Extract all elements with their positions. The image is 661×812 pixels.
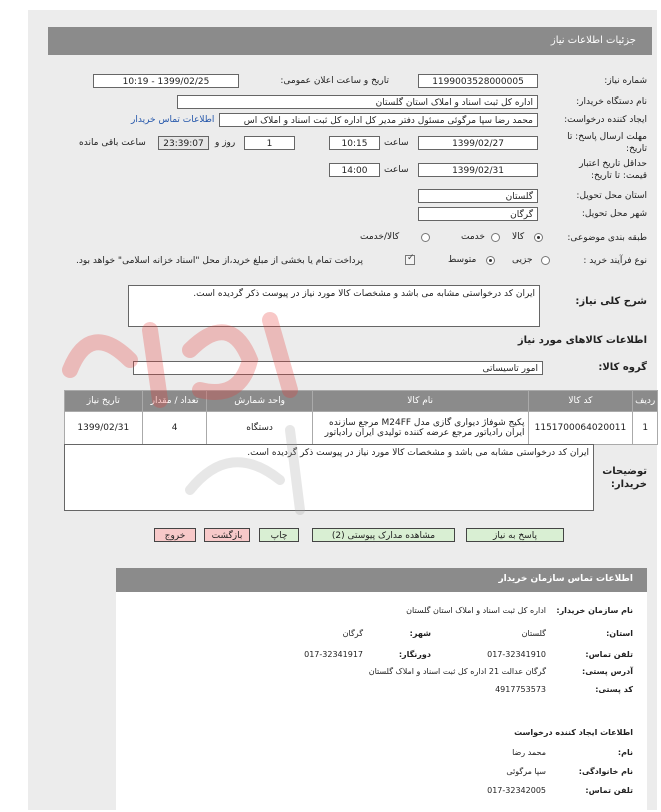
- days-field: 1: [244, 136, 295, 150]
- announce-field: 1399/02/25 - 10:19: [93, 74, 239, 88]
- creator-phone-label: تلفن تماس:: [585, 786, 633, 795]
- process-medium-radio[interactable]: [486, 256, 495, 265]
- col-name: نام کالا: [312, 391, 528, 412]
- creator-family-label: نام خانوادگی:: [578, 767, 633, 776]
- cell-row: 1: [633, 412, 658, 445]
- back-button[interactable]: بازگشت: [204, 528, 250, 542]
- cell-qty: 4: [142, 412, 207, 445]
- buyer-notes-label: توضیحات خریدار:: [602, 466, 647, 490]
- category-goods-label: کالا: [512, 232, 525, 242]
- buyer-notes-text: ایران کد درخواستی مشابه می باشد و مشخصات کالا مورد نیاز در پیوست ذکر گردیده است.: [64, 444, 594, 511]
- contact-phone-value: 017-32341910: [487, 650, 546, 659]
- announce-label: تاریخ و ساعت اعلان عمومی:: [280, 76, 389, 86]
- contact-fax-value: 017-32341917: [304, 650, 363, 659]
- category-goods-radio[interactable]: [534, 233, 543, 242]
- province-field: گلستان: [418, 189, 538, 203]
- category-goods-service-radio[interactable]: [421, 233, 430, 242]
- payment-note: پرداخت تمام یا بخشی از مبلغ خرید،از محل "اسناد خزانه اسلامی" خواهد بود.: [76, 256, 364, 266]
- exit-button[interactable]: خروج: [154, 528, 196, 542]
- cell-code: 1151700064020011: [528, 412, 633, 445]
- creator-name-value: محمد رضا: [512, 748, 546, 757]
- contact-city-label: شهر:: [409, 629, 431, 638]
- deadline-label: مهلت ارسال پاسخ: تا تاریخ:: [567, 132, 647, 154]
- creator-phone-value: 017-32342005: [487, 786, 546, 795]
- category-goods-service-label: کالا/خدمت: [360, 232, 400, 242]
- contact-postal-value: 4917753573: [495, 685, 546, 694]
- buyer-org-field: اداره کل ثبت اسناد و املاک استان گلستان: [177, 95, 538, 109]
- col-qty: تعداد / مقدار: [142, 391, 207, 412]
- creator-name-label: نام:: [617, 748, 633, 757]
- process-label: نوع فرآیند خرید :: [583, 256, 647, 266]
- validity-date-field: 1399/02/31: [418, 163, 538, 177]
- print-button[interactable]: چاپ: [259, 528, 299, 542]
- summary-text: ایران کد درخواستی مشابه می باشد و مشخصات کالا مورد نیاز در پیوست ذکر گردیده است.: [128, 285, 540, 327]
- creator-family-value: سپا مرگوئی: [506, 767, 546, 776]
- city-label: شهر محل تحویل:: [581, 209, 647, 219]
- goods-group-label: گروه کالا:: [598, 362, 647, 373]
- creator-label: ایجاد کننده درخواست:: [564, 115, 647, 125]
- category-label: طبقه بندی موضوعی:: [567, 233, 647, 243]
- contact-org-value: اداره کل ثبت اسناد و املاک استان گلستان: [406, 606, 546, 615]
- goods-group-field: امور تاسیساتی: [133, 361, 543, 375]
- col-code: کد کالا: [528, 391, 633, 412]
- goods-section-title: اطلاعات کالاهای مورد نیاز: [517, 335, 647, 346]
- remaining-time-field: 23:39:07: [158, 136, 209, 150]
- need-number-field: 1199003528000005: [418, 74, 538, 88]
- table-row: [65, 412, 658, 445]
- treasury-checkbox[interactable]: [405, 255, 415, 265]
- reply-button[interactable]: پاسخ به نیاز: [466, 528, 564, 542]
- page-header: [48, 27, 652, 55]
- contact-phone-label: تلفن تماس:: [585, 650, 633, 659]
- contact-province-value: گلستان: [521, 629, 546, 638]
- contact-org-label: نام سازمان خریدار:: [556, 606, 633, 615]
- validity-time-field: 14:00: [329, 163, 380, 177]
- col-row: ردیف: [633, 391, 658, 412]
- contact-postal-label: کد پستی:: [595, 685, 633, 694]
- cell-name: پکیج شوفاژ دیواری گازی مدل M24FF مرجع سازنده ایران رادیاتور مرجع عرضه کننده تولیدی ایران رادیاتور: [312, 412, 528, 445]
- city-field: گرگان: [418, 207, 538, 221]
- days-label: روز و: [215, 138, 236, 148]
- attachments-button[interactable]: مشاهده مدارک پیوستی (2): [312, 528, 455, 542]
- deadline-date-field: 1399/02/27: [418, 136, 538, 150]
- contact-address-label: آدرس پستی:: [582, 667, 633, 676]
- process-minor-label: جزیی: [512, 255, 533, 265]
- deadline-time-field: 10:15: [329, 136, 380, 150]
- category-service-radio[interactable]: [491, 233, 500, 242]
- validity-time-label: ساعت: [384, 165, 409, 175]
- contact-fax-label: دورنگار:: [398, 650, 431, 659]
- col-date: تاریخ نیاز: [65, 391, 143, 412]
- contact-province-label: استان:: [606, 629, 633, 638]
- process-medium-label: متوسط: [448, 255, 477, 265]
- contact-header: [116, 568, 647, 592]
- cell-unit: دستگاه: [207, 412, 312, 445]
- contact-panel: [116, 568, 647, 812]
- deadline-time-label: ساعت: [384, 138, 409, 148]
- page-title: جزئیات اطلاعات نیاز: [550, 35, 636, 46]
- cell-date: 1399/02/31: [65, 412, 143, 445]
- creator-field: محمد رضا سپا مرگوئی مسئول دفتر مدیر کل اداره کل ثبت اسناد و املاک اس: [219, 113, 538, 127]
- contact-address-value: گرگان عدالت 21 اداره کل ثبت اسناد و املاک گلستان: [368, 667, 546, 676]
- contact-title: اطلاعات تماس سازمان خریدار: [498, 574, 633, 584]
- goods-table-header: [65, 391, 658, 412]
- buyer-org-label: نام دستگاه خریدار:: [576, 97, 647, 107]
- creator-info-title: اطلاعات ایجاد کننده درخواست: [514, 728, 633, 737]
- contact-info-link[interactable]: اطلاعات تماس خریدار: [131, 115, 215, 125]
- need-number-label: شماره نیاز:: [604, 76, 647, 86]
- category-service-label: خدمت: [461, 232, 485, 242]
- contact-city-value: گرگان: [342, 629, 363, 638]
- validity-label: حداقل تاریخ اعتبار قیمت: تا تاریخ:: [579, 159, 647, 181]
- remaining-label: ساعت باقی مانده: [79, 138, 146, 148]
- summary-label: شرح کلی نیاز:: [575, 296, 647, 307]
- province-label: استان محل تحویل:: [576, 191, 647, 201]
- goods-table: [64, 390, 658, 445]
- process-minor-radio[interactable]: [541, 256, 550, 265]
- col-unit: واحد شمارش: [207, 391, 312, 412]
